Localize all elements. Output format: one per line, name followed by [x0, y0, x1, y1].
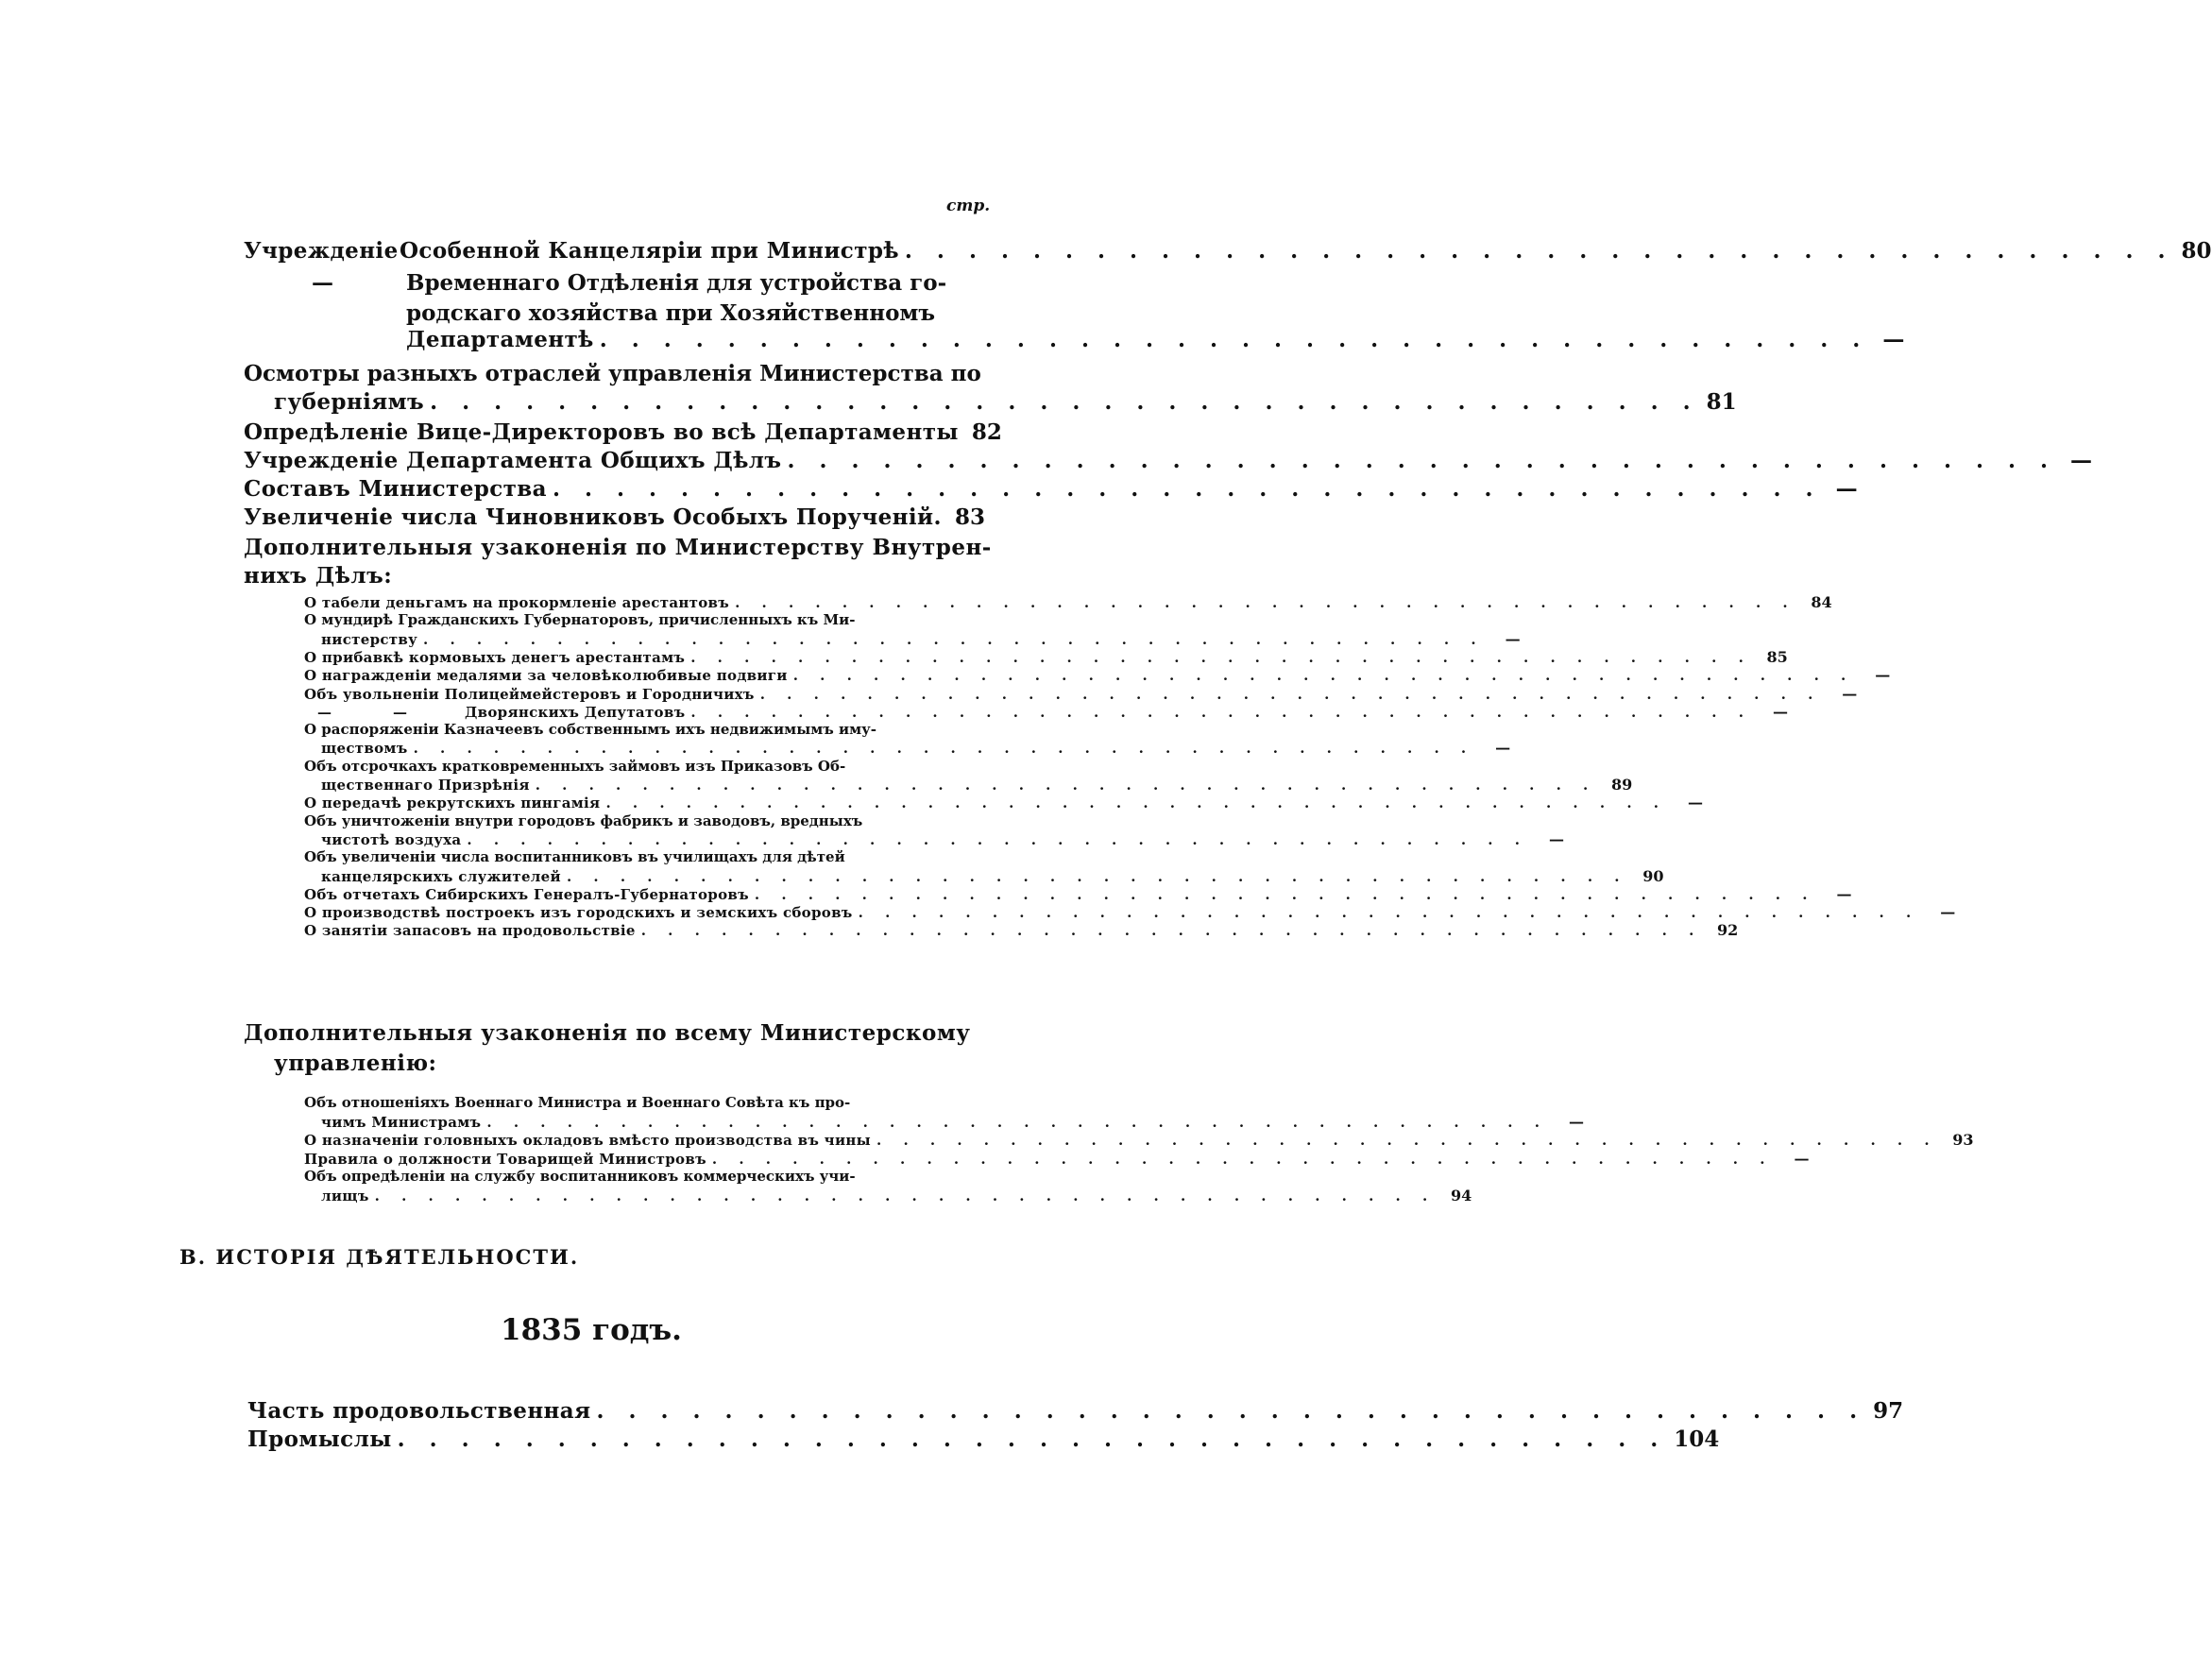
law-page-number: — — [1836, 884, 1852, 903]
law-page-number: 92 — [1717, 921, 1739, 940]
law-entry-text: О табели деньгамъ на прокормленіе арестантовъ — [304, 594, 730, 611]
toc-leader: . . . . . . . . . . . . . . . . . . . . . . . . . . . . . . . . . . . . . . . . — [552, 476, 1822, 502]
law-entry — [304, 593, 1832, 611]
law-entry-text-line: Объ увеличеніи числа воспитанниковъ въ училищахъ для дѣтей — [304, 848, 845, 866]
law-entry — [304, 666, 1891, 685]
law-entry-text: лищъ — [321, 1187, 369, 1204]
law-entry-text: О производствѣ построекъ изъ городскихъ и земскихъ сборовъ — [304, 904, 853, 922]
toc-leader: . . . . . . . . . . . . . . . . . . . . . . . . . . . . . . . . . . . . . . . . — [904, 238, 2174, 264]
toc-leader: . . . . . . . . . . . . . . . . . . . . . . . . . . . . . . . . . . . . . . . . — [596, 1398, 1866, 1424]
law-entry-text-line: Объ отсрочкахъ кратковременныхъ займовъ изъ Приказовъ Об- — [304, 757, 846, 775]
toc-page-number: 82 — [971, 419, 1002, 445]
law-dash: — — [317, 703, 332, 721]
toc-entry — [247, 1398, 1904, 1424]
year-heading: 1835 годъ. — [501, 1313, 682, 1347]
law-leader: . . . . . . . . . . . . . . . . . . . . . . . . . . . . . . . . . . . . . . . . — [792, 667, 1855, 685]
law-entry — [321, 829, 1564, 848]
law-leader: . . . . . . . . . . . . . . . . . . . . . . . . . . . . . . . . . . . . . . . . — [876, 1132, 1938, 1149]
law-leader: . . . . . . . . . . . . . . . . . . . . . . . . . . . . . . . . . . . . . . . . — [759, 685, 1822, 703]
law-entry — [304, 1131, 1974, 1149]
toc-page-number: 104 — [1674, 1426, 1720, 1452]
toc-leader: . . . . . . . . . . . . . . . . . . . . . . . . . . . . . . . . . . . . . . . . — [430, 389, 1699, 415]
law-leader: . . . . . . . . . . . . . . . . . . . . . . . . . . . . . . . . . . . . . . . . — [640, 922, 1703, 940]
law-leader: . . . . . . . . . . . . . . . . . . . . . . . . . . . . . . . . . . . . . . . . — [754, 885, 1816, 903]
toc-entry-lead: Учрежденіе — [244, 238, 399, 264]
law-entry — [304, 647, 1788, 666]
toc-entry — [244, 504, 985, 530]
law-entry-text: щественнаго Призрѣнія — [321, 777, 530, 794]
toc-entry — [406, 327, 1905, 352]
law-entry — [304, 684, 1858, 703]
toc-page-number: 97 — [1873, 1398, 1904, 1424]
law-leader: . . . . . . . . . . . . . . . . . . . . . . . . . . . . . . . . . . . . . . . . — [486, 1113, 1548, 1131]
law-leader: . . . . . . . . . . . . . . . . . . . . . . . . . . . . . . . . . . . . . . . . — [735, 594, 1796, 611]
law-entry-text: О назначеніи головныхъ окладовъ вмѣсто производства въ чины — [304, 1132, 871, 1149]
toc-entry — [247, 1426, 1720, 1452]
toc-entry-text: Увеличеніе числа Чиновниковъ Особыхъ Порученій. — [244, 504, 942, 530]
law-entry-text-line: О мундирѣ Гражданскихъ Губернаторовъ, причисленныхъ къ Ми- — [304, 611, 856, 629]
law-page-number: — — [1688, 794, 1703, 812]
law-leader: . . . . . . . . . . . . . . . . . . . . . . . . . . . . . . . . . . . . . . . . — [711, 1150, 1774, 1168]
law-leader: . . . . . . . . . . . . . . . . . . . . . . . . . . . . . . . . . . . . . . . . — [566, 867, 1628, 885]
toc-entry-text: Часть продовольственная — [247, 1398, 591, 1424]
toc-entry-text: Составъ Министерства — [244, 476, 547, 502]
law-leader: . . . . . . . . . . . . . . . . . . . . . . . . . . . . . . . . . . . . . . . . — [858, 904, 1920, 922]
law-entry — [321, 866, 1664, 885]
law-entry-text: О прибавкѣ кормовыхъ денегъ арестантамъ — [304, 648, 686, 666]
law-leader: . . . . . . . . . . . . . . . . . . . . . . . . . . . . . . . . . . . . . . . . — [374, 1187, 1437, 1204]
toc-entry-text: Особенной Канцеляріи при Министрѣ — [400, 238, 899, 264]
toc-page-number: — — [1835, 476, 1858, 502]
law-entry-text: чистотѣ воздуха — [321, 830, 462, 848]
subsection-heading: управленію: — [274, 1051, 437, 1076]
law-leader: . . . . . . . . . . . . . . . . . . . . . . . . . . . . . . . . . . . . . . . . — [535, 777, 1597, 794]
toc-entry-text-line: родскаго хозяйства при Хозяйственномъ — [406, 300, 936, 326]
law-entry-text: Объ отчетахъ Сибирскихъ Генералъ-Губернаторовъ — [304, 885, 749, 903]
toc-page-number: 80 — [2181, 238, 2212, 264]
law-entry-text: канцелярскихъ служителей — [321, 867, 561, 885]
toc-entry — [244, 419, 1002, 445]
law-page-number: — — [1842, 684, 1858, 703]
law-page-number: — — [1505, 629, 1521, 648]
law-page-number: 89 — [1611, 776, 1633, 794]
toc-page-number: — — [1882, 327, 1905, 352]
law-page-number: 85 — [1766, 647, 1788, 666]
toc-leader: . . . . . . . . . . . . . . . . . . . . . . . . . . . . . . . . . . . . . . . . — [787, 448, 2057, 473]
law-page-number: — — [1568, 1112, 1584, 1131]
law-entry — [321, 739, 1511, 758]
law-page-number: — — [1875, 666, 1891, 685]
law-entry-text-line: Объ отношеніяхъ Военнаго Министра и Военнаго Совѣта къ про- — [304, 1094, 851, 1111]
subsection-heading: нихъ Дѣлъ: — [244, 563, 393, 589]
toc-leader: . . . . . . . . . . . . . . . . . . . . . . . . . . . . . . . . . . . . . . . . — [599, 327, 1869, 352]
law-page-number: 94 — [1450, 1186, 1472, 1204]
law-entry-text: нистерству — [321, 630, 418, 648]
toc-entry-text: Опредѣленіе Вице-Директоровъ во всѣ Департаменты — [244, 419, 959, 445]
law-dash: — — [393, 703, 408, 721]
toc-entry-text: губерніямъ — [274, 389, 425, 415]
law-leader: . . . . . . . . . . . . . . . . . . . . . . . . . . . . . . . . . . . . . . . . — [605, 794, 1667, 812]
law-entry — [304, 1149, 1810, 1168]
law-leader: . . . . . . . . . . . . . . . . . . . . . . . . . . . . . . . . . . . . . . . . — [467, 830, 1528, 848]
toc-leader: . . . . . . . . . . . . . . . . . . . . . . . . . . . . . . . . . . . . . . . . — [397, 1426, 1667, 1452]
toc-page-number: 81 — [1706, 389, 1737, 415]
law-entry-text-line: О распоряженіи Казначеевъ собственнымъ ихъ недвижимымъ иму- — [304, 721, 876, 739]
law-entry — [304, 921, 1739, 940]
law-page-number: — — [1548, 829, 1564, 848]
law-entry-text: Дворянскихъ Депутатовъ — [465, 703, 686, 721]
law-entry-text-line: Объ уничтоженіи внутри городовъ фабрикъ и заводовъ, вредныхъ — [304, 811, 863, 829]
law-entry-text: ществомъ — [321, 740, 408, 758]
law-leader: . . . . . . . . . . . . . . . . . . . . . . . . . . . . . . . . . . . . . . . . — [413, 740, 1475, 758]
law-entry-text: О передачѣ рекрутскихъ пингамія — [304, 794, 601, 812]
toc-page-number: 83 — [954, 504, 985, 530]
law-page-number: — — [1772, 702, 1788, 721]
toc-entry — [274, 389, 1737, 415]
toc-entry — [244, 476, 1858, 502]
law-entry — [304, 794, 1703, 812]
law-page-number: — — [1940, 903, 1956, 922]
law-page-number: 90 — [1642, 866, 1664, 885]
toc-entry-text: Департаментѣ — [406, 327, 594, 352]
toc-entry — [244, 448, 2093, 473]
toc-dash: — — [312, 270, 333, 296]
toc-entry-text-line: Временнаго Отдѣленія для устройства го- — [406, 270, 947, 296]
law-entry — [321, 1112, 1584, 1131]
law-entry — [304, 884, 1852, 903]
toc-entry-text-line: Осмотры разныхъ отраслей управленія Министерства по — [244, 361, 981, 386]
toc-entry — [244, 238, 2212, 264]
law-entry-text-line: Объ опредѣленіи на службу воспитанниковъ коммерческихъ учи- — [304, 1168, 856, 1185]
law-leader: . . . . . . . . . . . . . . . . . . . . . . . . . . . . . . . . . . . . . . . . — [423, 630, 1485, 648]
toc-page-number: — — [2070, 448, 2093, 473]
law-entry — [321, 629, 1521, 648]
law-leader: . . . . . . . . . . . . . . . . . . . . . . . . . . . . . . . . . . . . . . . . — [690, 703, 1752, 721]
law-entry-text: О награжденіи медалями за человѣколюбивые подвиги — [304, 667, 788, 685]
law-page-number: — — [1794, 1149, 1810, 1168]
toc-entry-text: Учрежденіе Департамента Общихъ Дѣлъ — [244, 448, 782, 473]
law-entry-text: Правила о должности Товарищей Министровъ — [304, 1150, 706, 1168]
section-heading: В. ИСТОРІЯ ДѢЯТЕЛЬНОСТИ. — [179, 1245, 580, 1269]
law-page-number: 93 — [1952, 1131, 1974, 1149]
law-entry — [321, 776, 1633, 794]
toc-entry-text: Промыслы — [247, 1426, 392, 1452]
law-entry-text: чимъ Министрамъ — [321, 1113, 482, 1131]
page-column-label: стр. — [946, 196, 991, 215]
law-page-number: 84 — [1811, 593, 1832, 611]
law-entry-text: О занятіи запасовъ на продовольствіе — [304, 922, 636, 940]
law-page-number: — — [1495, 739, 1511, 758]
law-entry — [304, 702, 1788, 721]
law-entry-text: Объ увольненіи Полицеймейстеровъ и Городничихъ — [304, 685, 755, 703]
law-entry — [304, 903, 1956, 922]
subsection-heading: Дополнительныя узаконенія по всему Министерскому — [244, 1020, 971, 1046]
law-leader: . . . . . . . . . . . . . . . . . . . . . . . . . . . . . . . . . . . . . . . . — [690, 648, 1752, 666]
subsection-heading: Дополнительныя узаконенія по Министерству Внутрен- — [244, 535, 992, 560]
law-entry — [321, 1186, 1472, 1204]
